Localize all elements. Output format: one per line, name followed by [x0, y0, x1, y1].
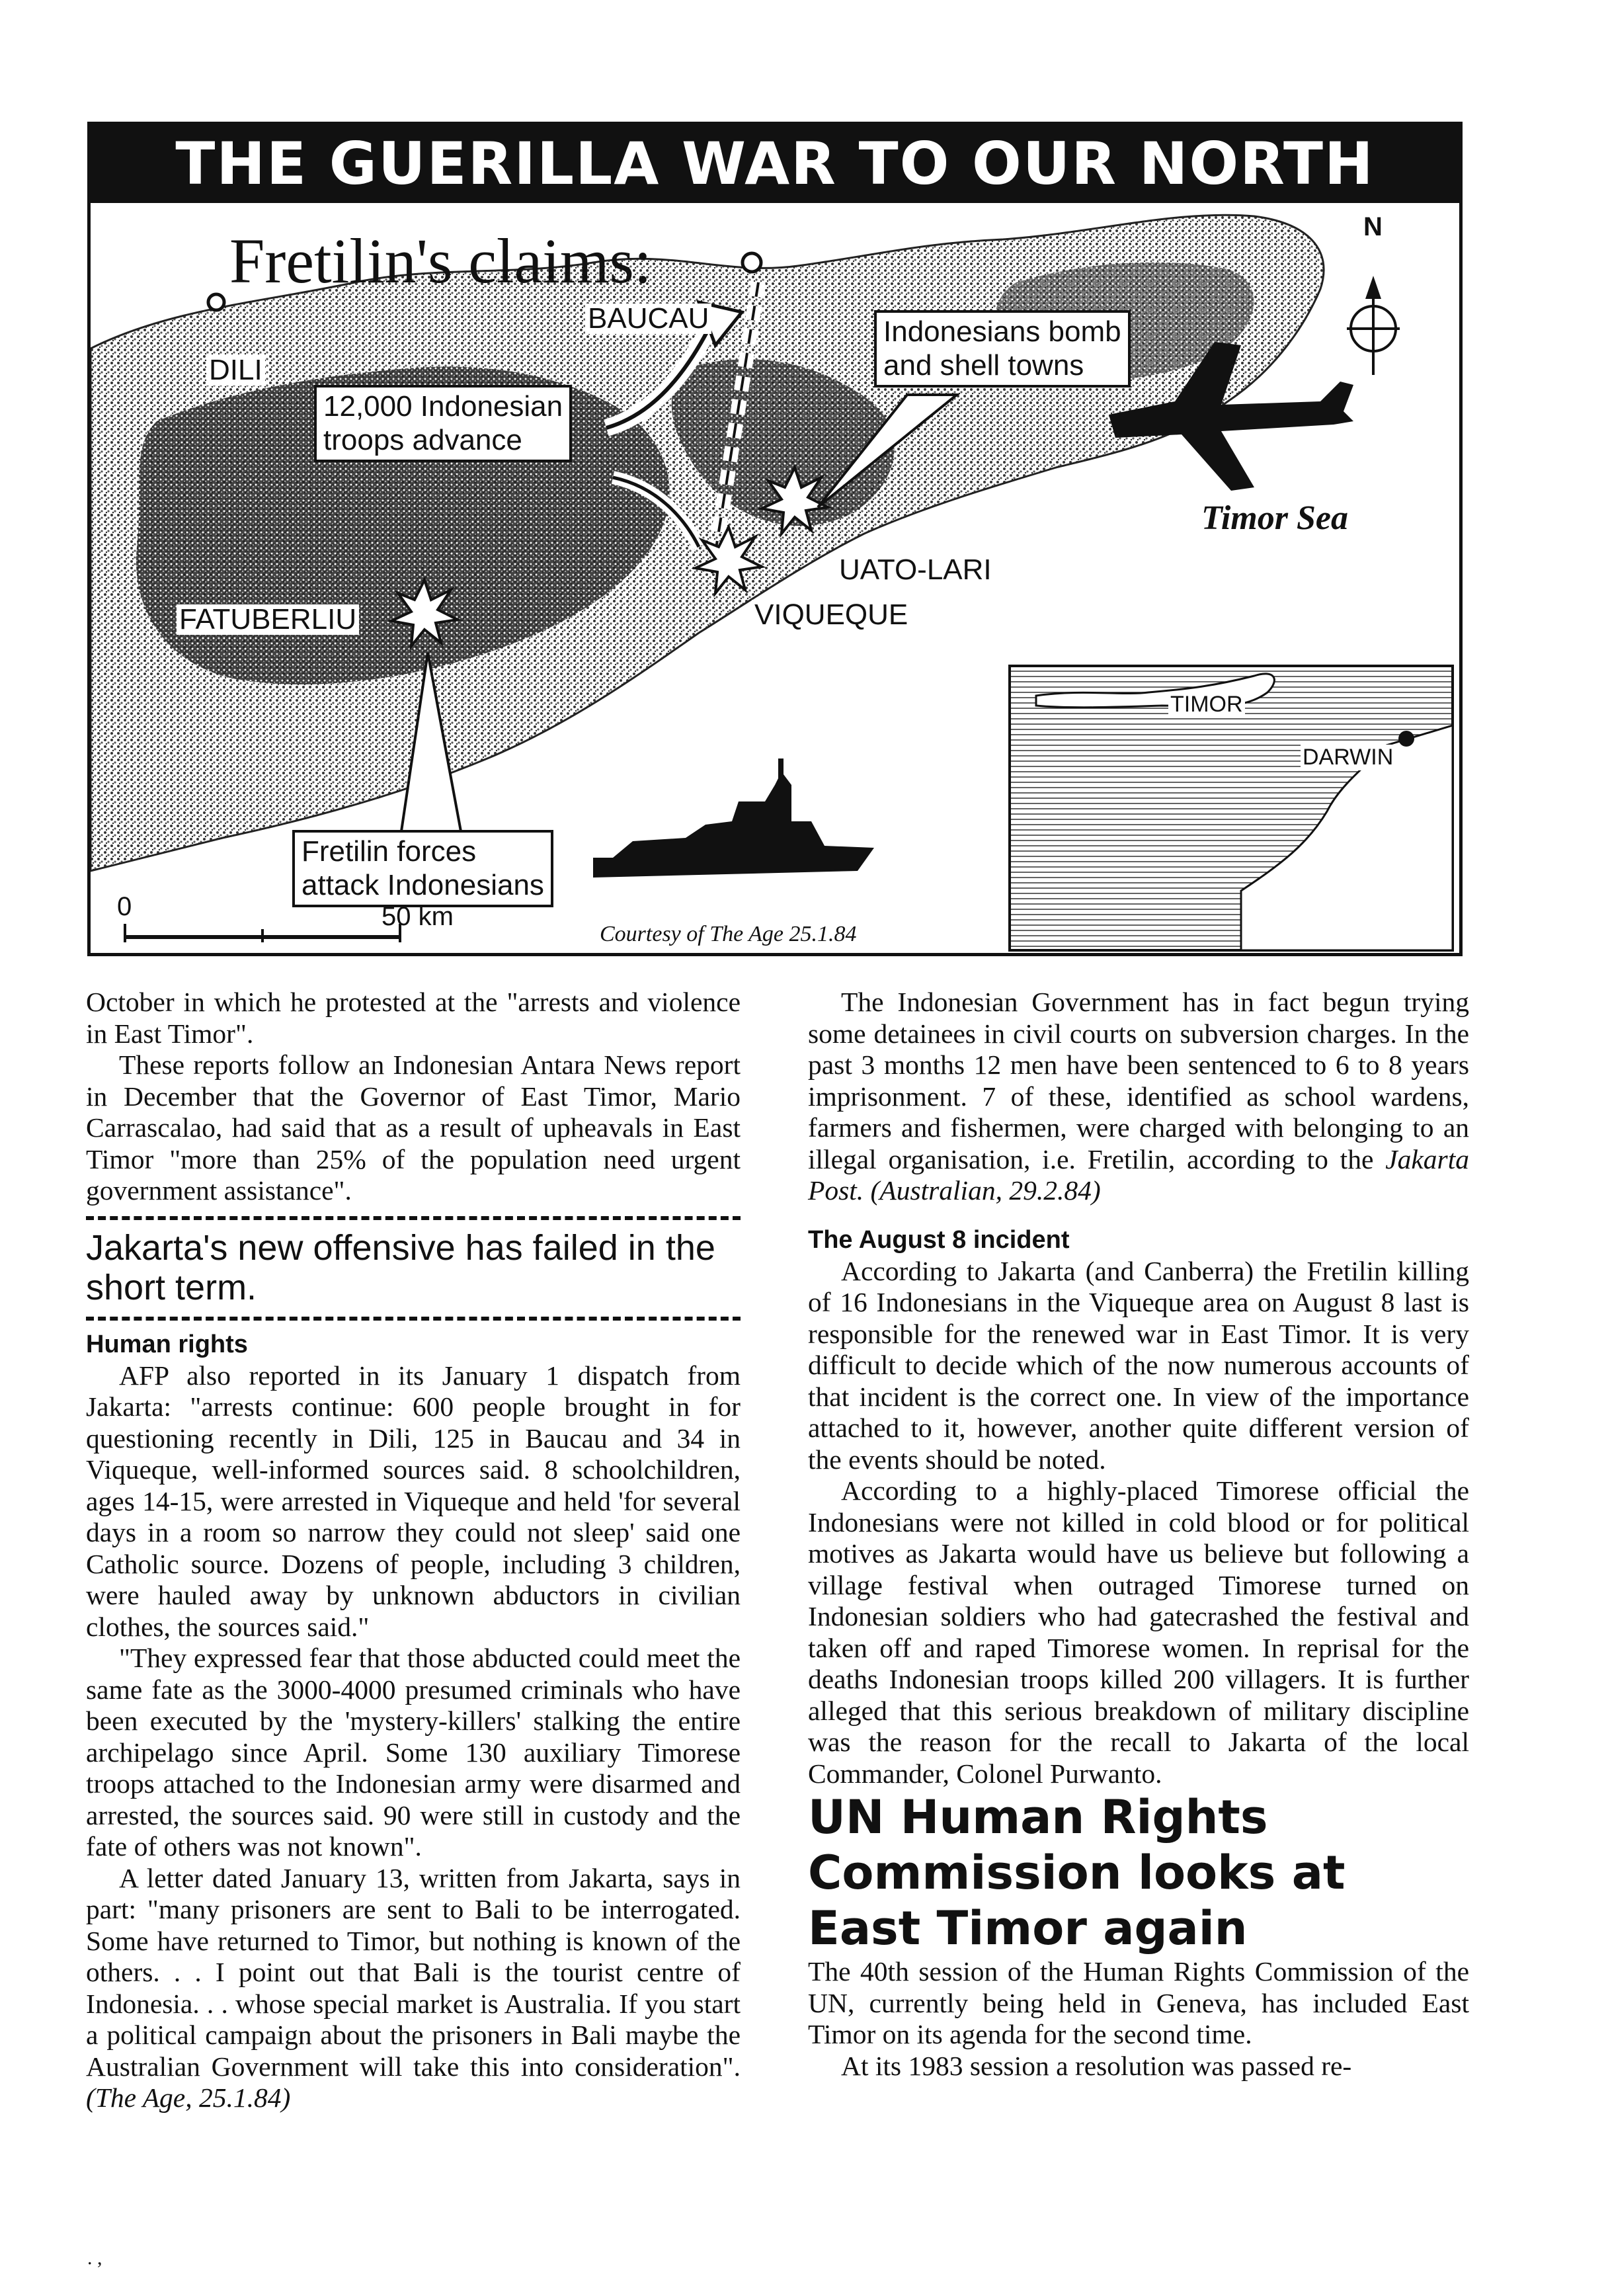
callout-bomb-towns	[874, 310, 1131, 388]
dashed-rule	[86, 1216, 741, 1220]
inset-label-darwin: DARWIN	[1301, 745, 1395, 770]
warship-silhouette	[593, 758, 874, 878]
callout-troops-line1: 12,000 Indonesian	[323, 390, 563, 423]
paragraph: According to Jakarta (and Canberra) the Fretilin killing of 16 Indonesians in the Viqueque area on August 8 last is responsible for the renewed war in East Timor. It is very difficult to decide which of the now numerous accounts of that incident is the correct one. In view of the importance attached to it, however, another quite different version of the events should be noted.	[808, 1255, 1469, 1475]
map-figure	[87, 122, 1463, 956]
place-label-uato-lari: UATO-LARI	[836, 555, 994, 585]
place-label-dili: DILI	[206, 355, 265, 386]
place-label-baucau: BAUCAU	[585, 304, 711, 334]
map-banner: THE GUERILLA WAR TO OUR NORTH	[91, 125, 1459, 203]
right-column	[808, 987, 1469, 2082]
paragraph: "They expressed fear that those abducted could meet the same fate as the 3000-4000 presumed criminals who have been executed by the 'mystery-killers' stalking the entire archipelago since April. Some 130 auxiliary Timorese troops attached to the Indonesian army were disarmed and arrested, the sources said. 90 were still in custody and the fate of others was not known".	[86, 1643, 741, 1862]
dashed-rule	[86, 1317, 741, 1321]
callout-fretilin-line1: Fretilin forces	[302, 835, 477, 868]
compass-n-label: N	[1363, 212, 1383, 241]
callout-bomb-line1: Indonesians bomb	[883, 315, 1121, 348]
paragraph	[86, 1863, 741, 2114]
paragraph: According to a highly-placed Timorese official the Indonesians were not killed in cold blood or for political motives as Jakarta would have us believe but following a village festival when outraged Timorese turned on Indonesian soldiers who had gatecrashed the festival and taken off and raped Timorese women. In reprisal for the deaths Indonesian troops killed 200 villagers. It is further alleged that this serious breakdown of military discipline was the reason for the recall to Jakarta of the local Commander, Colonel Purwanto.	[808, 1475, 1469, 1789]
place-label-fatuberliu: FATUBERLIU	[177, 604, 359, 635]
paragraph: These reports follow an Indonesian Antara News report in December that the Governor of East Timor, Mario Carrascalao, had said that as a result of upheavals in East Timor "more than 25% of the population need urgent government assistance".	[86, 1049, 741, 1206]
paragraph: At its 1983 session a resolution was passed re-	[841, 2050, 1352, 2081]
subhead-august-incident: The August 8 incident	[808, 1225, 1070, 1254]
sea-label: Timor Sea	[1201, 499, 1348, 537]
paragraph: The 40th session of the Human Rights Commission of the UN, currently being held in Geneva, has included East Timor on its agenda for the second time.	[808, 1956, 1469, 2049]
inset-label-timor: TIMOR	[1168, 692, 1245, 718]
callout-bomb-line2: and shell towns	[883, 348, 1084, 382]
citation: (The Age, 25.1.84)	[86, 2082, 291, 2113]
paragraph	[808, 987, 1469, 1207]
map-subtitle: Fretilin's claims:	[229, 226, 652, 296]
north-compass	[1347, 276, 1400, 375]
scale-zero-label: 0	[117, 892, 132, 921]
callout-troops-advance	[314, 385, 572, 462]
place-label-viqueque: VIQUEQUE	[752, 600, 910, 630]
paragraph-text: The Indonesian Government has in fact begun trying some detainees in civil courts on subversion charges. In the past 3 months 12 men have been sentenced to 6 to 8 years imprisonment. 7 of these, identified as school wardens, farmers and fishermen, were charged with belonging to an illegal organisation, i.e. Fretilin, according to the	[808, 987, 1469, 1174]
paragraph: October in which he protested at the "arrests and violence in East Timor".	[86, 987, 741, 1049]
paragraph: AFP also reported in its January 1 dispatch from Jakarta: "arrests continue: 600 people brought in for questioning recently in Dili, 125 in Baucau and 34 in Viqueque, well-informed sources said. 8 schoolchildren, ages 14-15, were arrested in Viqueque and held 'for several days in a room so narrow they could not sleep' said one Catholic source. Dozens of people, including 3 children, were hauled away by unknown abductors in civilian clothes, the sources said."	[86, 1360, 741, 1642]
subhead-human-rights: Human rights	[86, 1330, 248, 1358]
footer-mark: . ,	[87, 2247, 102, 2269]
scale-bar	[124, 924, 401, 942]
scale-km-label: 50 km	[382, 902, 454, 931]
callout-troops-line2: troops advance	[323, 423, 522, 456]
callout-fretilin-attack	[292, 830, 553, 907]
paragraph-text: A letter dated January 13, written from Jakarta, says in part: "many prisoners are sent to Bali to be interrogated. Some have returned to Timor, but nothing is known of the others. . . I point out that Bali is the tourist centre of Indonesia. . . whose special market is Australia. If you start a political campaign about the prisoners in Bali maybe the Australian Government will take this into consideration".	[86, 1862, 741, 2082]
citation: Jakarta Post. (Australian, 29.2.84)	[808, 1143, 1469, 1206]
left-column	[86, 987, 741, 2114]
map-courtesy-credit: Courtesy of The Age 25.1.84	[600, 922, 857, 946]
callout-fretilin-line2: attack Indonesians	[302, 868, 544, 901]
kicker-headline: Jakarta's new offensive has failed in the short term.	[86, 1227, 715, 1307]
un-headline: UN Human Rights Commission looks at East Timor again	[808, 1790, 1346, 1955]
